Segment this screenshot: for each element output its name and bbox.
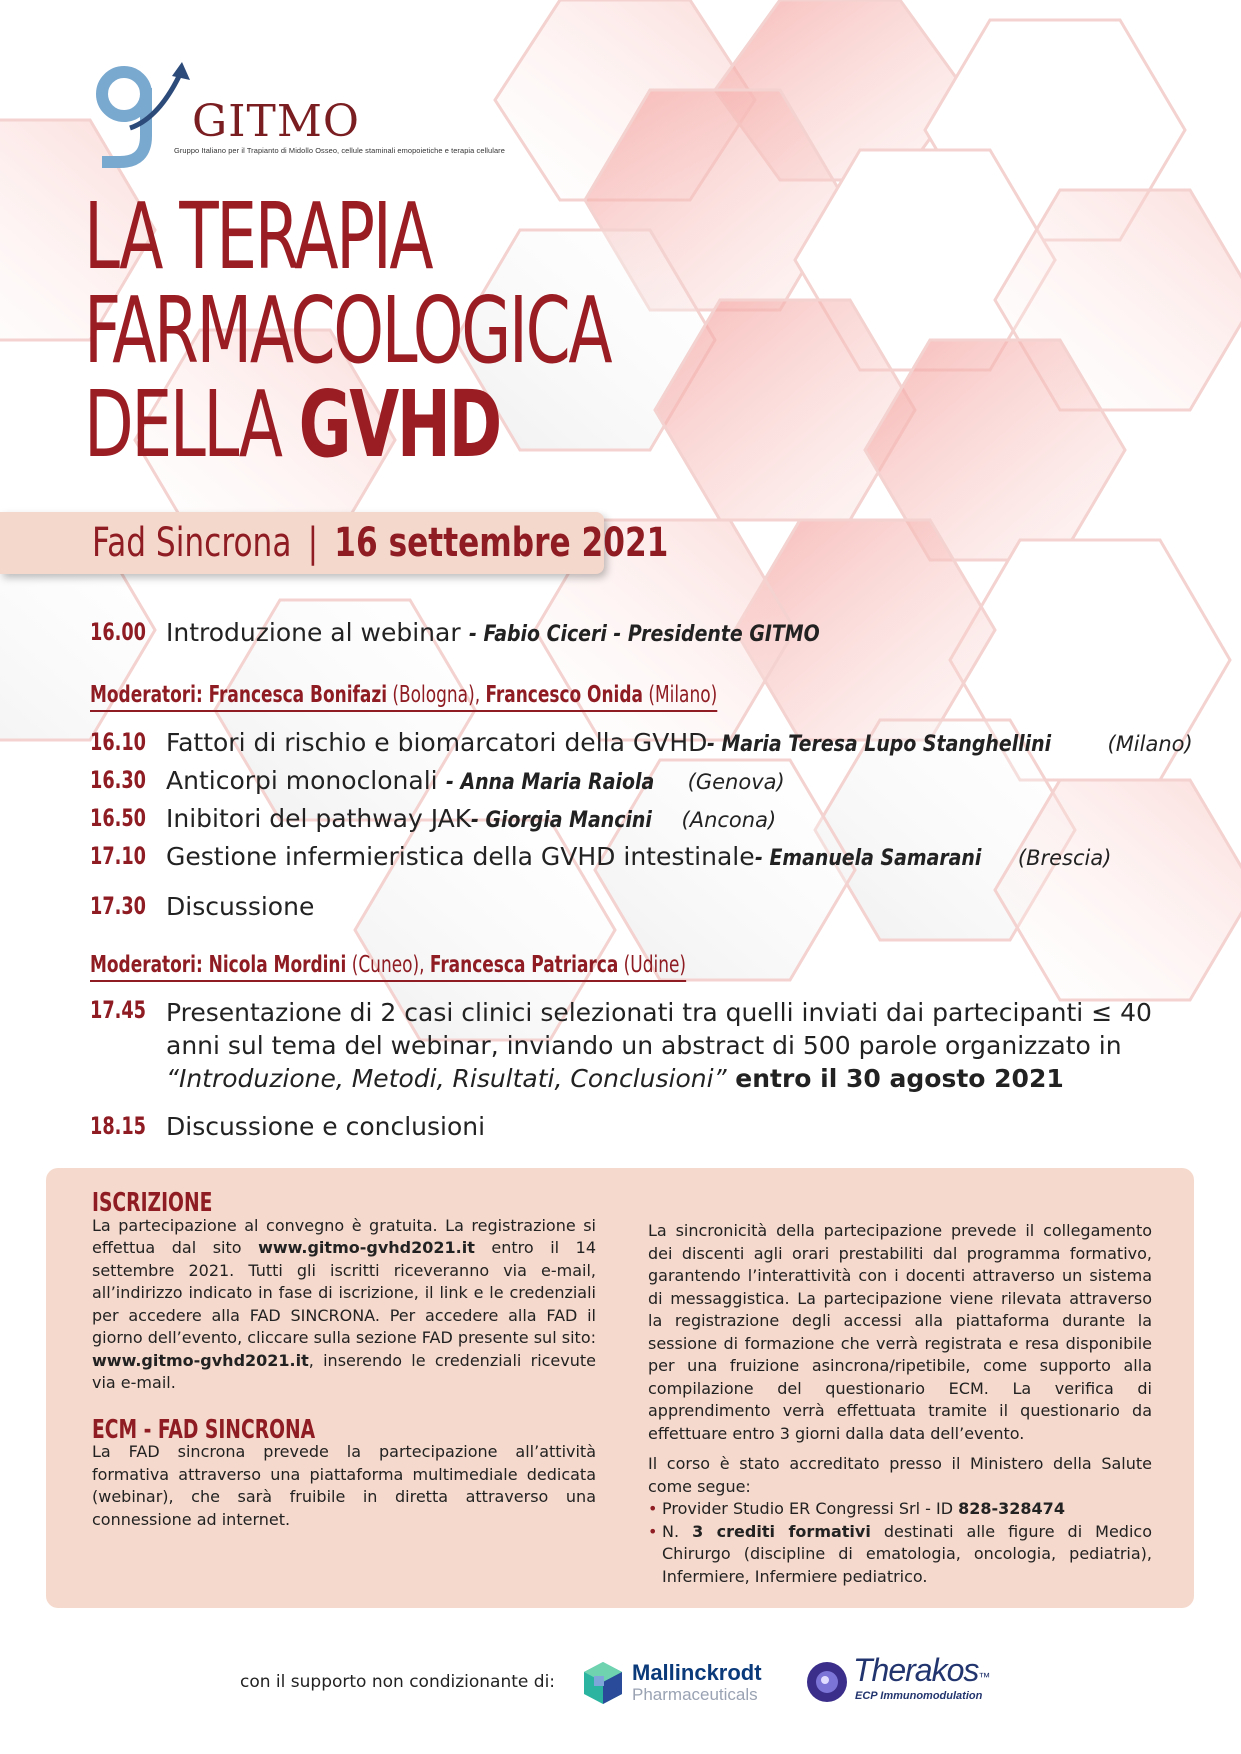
program-speaker: - Giorgia Mancini [471, 808, 653, 833]
program-city: (Genova) [687, 770, 785, 794]
info-left-column [92, 1188, 596, 1531]
program-city: (Milano) [1107, 732, 1193, 756]
info-right-column [648, 1220, 1152, 1588]
list-item [648, 1521, 1152, 1589]
moderator-name: Nicola Mordini [208, 952, 347, 978]
date-separator: | [307, 520, 319, 566]
iscrizione-text-3: , inserendo le credenziali ricevute via e-mail. [92, 1350, 596, 1392]
program-text: Presentazione di 2 casi clinici selezionati tra quelli inviati dai partecipanti ≤ 40 anni sul tema del webinar, inviando un abstract di 500 parole organizzato in [166, 998, 1152, 1060]
program-time: 16.30 [90, 766, 147, 794]
program-desc [166, 804, 776, 833]
moderators-2 [90, 952, 686, 982]
iscrizione-text-1: La partecipazione al convegno è gratuita. La registrazione si effettua dal sito [92, 1215, 596, 1257]
program-text: Fattori di rischio e biomarcatori della GVHD [166, 728, 708, 757]
list-item [648, 1498, 1152, 1521]
moderator-city: (Bologna), [387, 682, 486, 708]
program-city: (Ancona) [681, 808, 777, 832]
program-time: 17.45 [90, 996, 147, 1024]
program-time: 16.10 [90, 728, 147, 756]
date-banner [0, 512, 669, 574]
ecm-text: La FAD sincrona prevede la partecipazione all’attività formativa attraverso una piattaforma multimediale dedicata (webinar), che sarà fruibile in diretta attraverso una connessione ad internet. [92, 1442, 596, 1529]
therakos-subtitle: ECP Immunomodulation [855, 1690, 983, 1702]
title-gvhd: GVHD [298, 371, 500, 478]
credits-count: 3 crediti formativi [692, 1521, 871, 1541]
iscrizione-text-2: entro il 14 settembre 2021. Tutti gli iscritti riceveranno via e-mail, all’indirizzo indicato in fase di iscrizione, il link e le credenziali per accedere alla FAD SINCRONA. Per accedere alla FAD il giorno dell’evento, cliccare sulla sezione FAD presente sul sito: [92, 1238, 596, 1347]
provider-id: 828-328474 [958, 1499, 1065, 1518]
program-speaker: - Maria Teresa Lupo Stanghellini [707, 732, 1052, 757]
program-time: 16.50 [90, 804, 147, 832]
credits-prefix: N. [662, 1521, 693, 1541]
program-text: Inibitori del pathway JAK [166, 804, 472, 833]
moderator-city: (Cuneo), [346, 952, 430, 978]
event-date: 16 settembre 2021 [334, 520, 669, 566]
title-line-1: LA TERAPIA [84, 183, 432, 290]
therakos-trademark: ™ [978, 1670, 990, 1684]
therakos-logo [805, 1652, 1005, 1712]
page-title [84, 183, 784, 478]
program-time: 18.15 [90, 1112, 147, 1140]
moderator-city: (Udine) [618, 952, 687, 978]
program-speaker: - Fabio Ciceri - Presidente GITMO [468, 622, 820, 647]
program-time: 17.10 [90, 842, 147, 870]
title-line-2: FARMACOLOGICA [84, 277, 611, 384]
title-line-3 [84, 371, 630, 478]
logo-subtitle: Gruppo Italiano per il Trapianto di Midollo Osseo, cellule staminali emopoietiche e terapia cellulare [174, 146, 505, 155]
program-italic: “Introduzione, Metodi, Risultati, Conclusioni” [166, 1064, 727, 1093]
program-text: Discussione e conclusioni [166, 1112, 486, 1141]
moderator-name: Francesco Onida [485, 682, 643, 708]
website-link[interactable]: www.gitmo-gvhd2021.it [92, 1350, 309, 1370]
mallinckrodt-subtitle: Pharmaceuticals [632, 1685, 758, 1704]
ecm-heading: ECM - FAD SINCRONA [92, 1414, 316, 1445]
title-line-3-prefix: DELLA [84, 371, 299, 478]
mallinckrodt-cube-icon [580, 1660, 626, 1706]
program-text: Anticorpi monoclonali [166, 766, 446, 795]
therakos-wordmark: Therakos [853, 1652, 979, 1688]
website-link[interactable]: www.gitmo-gvhd2021.it [258, 1238, 475, 1257]
event-mode: Fad Sincrona [92, 520, 292, 566]
program-desc [166, 728, 1193, 757]
therakos-name [853, 1652, 989, 1689]
program-text: Discussione [166, 892, 315, 921]
program-speaker: - Emanuela Samarani [754, 846, 982, 871]
program-desc [166, 842, 1111, 871]
program-city: (Brescia) [1017, 846, 1112, 870]
info-box [46, 1168, 1194, 1608]
accreditation-list [648, 1498, 1152, 1588]
fad-description: La sincronicità della partecipazione prevede il collegamento dei discenti agli orari prestabiliti dal programma formativo, garantendo l’interattività con i docenti attraverso un sistema di messaggistica. La partecipazione viene rilevata attraverso la registrazione degli accessi alla piattaforma durante la sessione di formazione che verrà registrata e resa disponibile per una fruizione asincrona/ripetibile, come supporto alla compilazione del questionario ECM. La verifica di apprendimento verrà effettuata tramite il questionario da effettuare entro 3 giorni dalla data dell’evento. [648, 1221, 1152, 1443]
mallinckrodt-logo [580, 1658, 780, 1710]
gitmo-logo [90, 58, 530, 168]
iscrizione-heading: ISCRIZIONE [92, 1188, 213, 1218]
moderators-1 [90, 682, 717, 712]
program-desc [166, 996, 1206, 1095]
therakos-sphere-icon [805, 1660, 849, 1704]
program-desc [166, 618, 876, 647]
iscrizione-text [92, 1215, 596, 1395]
sponsors [0, 1650, 1241, 1720]
moderator-name: Francesca Patriarca [429, 952, 619, 978]
accreditation-text: Il corso è stato accreditato presso il Ministero della Salute come segue: [648, 1454, 1152, 1496]
program-desc [166, 766, 785, 795]
program-time: 17.30 [90, 892, 147, 920]
sponsors-label: con il supporto non condizionante di: [240, 1672, 556, 1692]
moderator-name: Francesca Bonifazi [208, 682, 388, 708]
moderators-label: Moderatori: [90, 952, 209, 978]
mallinckrodt-name: Mallinckrodt [632, 1660, 762, 1685]
program-speaker: - Anna Maria Raiola [445, 770, 654, 795]
moderators-label: Moderatori: [90, 682, 209, 708]
provider-text: Provider Studio ER Congressi Srl - ID [662, 1499, 959, 1518]
program-time: 16.00 [90, 618, 147, 646]
program-deadline: entro il 30 agosto 2021 [726, 1064, 1064, 1093]
program-text: Introduzione al webinar [166, 618, 461, 647]
logo-name: GITMO [192, 96, 361, 147]
credits-text: destinati alle figure di Medico Chirurgo (discipline di ematologia, oncologia, pediatria), Infermiere, Infermiere pediatrico. [662, 1521, 1152, 1586]
program-text: Gestione infermieristica della GVHD intestinale [166, 842, 755, 871]
moderator-city: (Milano) [642, 682, 718, 708]
date-banner-text [92, 520, 668, 566]
